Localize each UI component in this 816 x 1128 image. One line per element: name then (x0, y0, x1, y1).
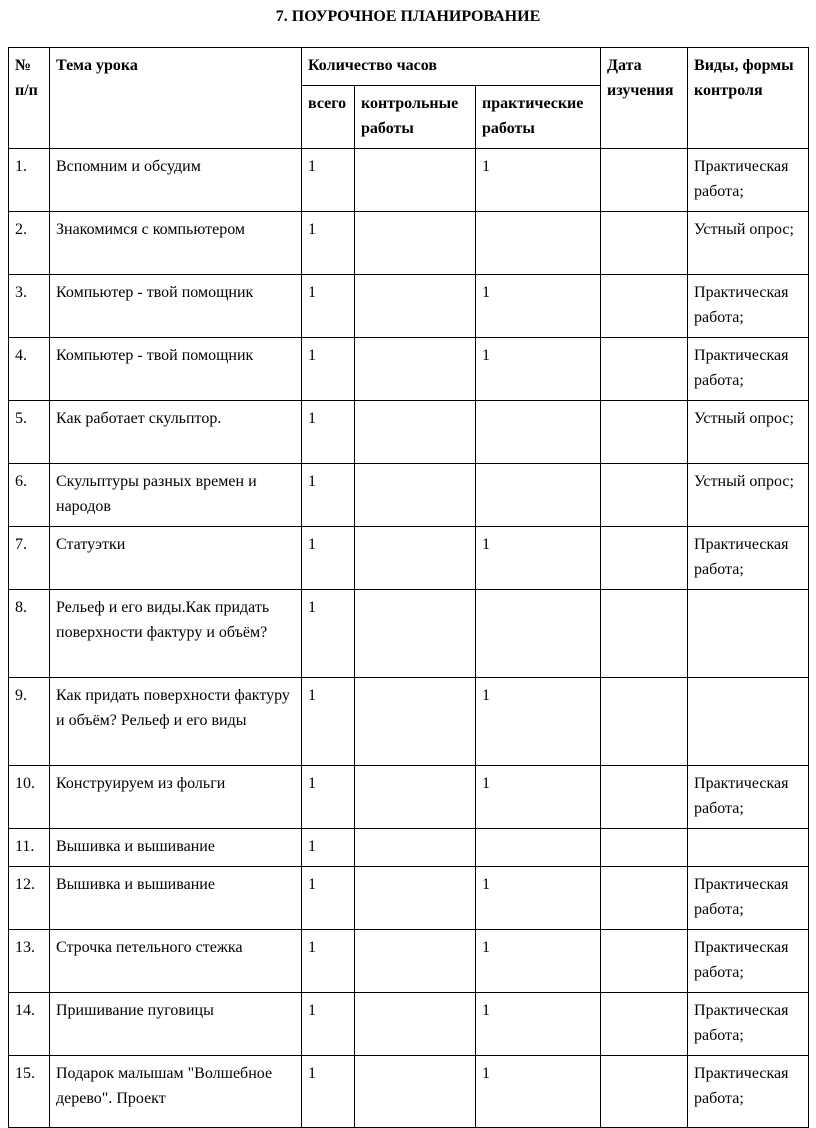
cell-topic: Статуэтки (50, 527, 302, 590)
cell-date (601, 212, 688, 275)
cell-practical: 1 (476, 678, 601, 766)
cell-control (355, 149, 476, 212)
cell-date (601, 1056, 688, 1128)
cell-control (355, 527, 476, 590)
cell-total: 1 (302, 766, 355, 829)
table-row (9, 867, 809, 930)
cell-num: 9. (9, 678, 50, 766)
table-row (9, 766, 809, 829)
table-row (9, 212, 809, 275)
cell-control (355, 678, 476, 766)
table-row (9, 401, 809, 464)
cell-form: Устный опрос; (688, 401, 809, 464)
cell-total: 1 (302, 464, 355, 527)
lesson-plan-table (8, 47, 809, 1128)
cell-num: 12. (9, 867, 50, 930)
header-control-forms: Виды, формы контроля (688, 48, 809, 149)
cell-topic: Вышивка и вышивание (50, 867, 302, 930)
cell-num: 15. (9, 1056, 50, 1128)
header-total: всего (302, 86, 355, 149)
cell-control (355, 464, 476, 527)
cell-control (355, 212, 476, 275)
cell-form (688, 678, 809, 766)
cell-practical: 1 (476, 993, 601, 1056)
cell-form: Устный опрос; (688, 212, 809, 275)
cell-practical (476, 829, 601, 867)
cell-date (601, 867, 688, 930)
header-practical-works: практические работы (476, 86, 601, 149)
table-row (9, 527, 809, 590)
cell-date (601, 527, 688, 590)
cell-date (601, 829, 688, 867)
cell-total: 1 (302, 149, 355, 212)
cell-form: Практическая работа; (688, 766, 809, 829)
cell-form: Практическая работа; (688, 867, 809, 930)
cell-date (601, 930, 688, 993)
table-row (9, 829, 809, 867)
cell-practical: 1 (476, 930, 601, 993)
cell-topic: Вспомним и обсудим (50, 149, 302, 212)
cell-control (355, 930, 476, 993)
cell-date (601, 401, 688, 464)
cell-total: 1 (302, 212, 355, 275)
table-row (9, 464, 809, 527)
cell-total: 1 (302, 1056, 355, 1128)
cell-control (355, 867, 476, 930)
cell-date (601, 993, 688, 1056)
cell-total: 1 (302, 338, 355, 401)
cell-total: 1 (302, 993, 355, 1056)
cell-num: 7. (9, 527, 50, 590)
cell-num: 2. (9, 212, 50, 275)
cell-practical (476, 464, 601, 527)
cell-form: Практическая работа; (688, 930, 809, 993)
cell-form (688, 590, 809, 678)
cell-control (355, 401, 476, 464)
cell-form: Практическая работа; (688, 275, 809, 338)
table-row (9, 930, 809, 993)
cell-form: Устный опрос; (688, 464, 809, 527)
cell-practical: 1 (476, 1056, 601, 1128)
cell-form: Практическая работа; (688, 1056, 809, 1128)
cell-form: Практическая работа; (688, 338, 809, 401)
cell-topic: Подарок малышам "Волшебное дерево". Проект (50, 1056, 302, 1128)
cell-form: Практическая работа; (688, 149, 809, 212)
header-num: № п/п (9, 48, 50, 149)
table-row (9, 678, 809, 766)
cell-num: 13. (9, 930, 50, 993)
cell-num: 8. (9, 590, 50, 678)
header-date: Дата изучения (601, 48, 688, 149)
header-control-works: контрольные работы (355, 86, 476, 149)
table-row (9, 275, 809, 338)
cell-date (601, 766, 688, 829)
table-row (9, 338, 809, 401)
cell-topic: Знакомимся с компьютером (50, 212, 302, 275)
cell-practical: 1 (476, 275, 601, 338)
cell-form: Практическая работа; (688, 993, 809, 1056)
header-row (9, 48, 809, 86)
cell-topic: Скульптуры разных времен и народов (50, 464, 302, 527)
cell-control (355, 766, 476, 829)
cell-control (355, 338, 476, 401)
header-hours: Количество часов (302, 48, 601, 86)
cell-num: 6. (9, 464, 50, 527)
cell-num: 1. (9, 149, 50, 212)
cell-topic: Строчка петельного стежка (50, 930, 302, 993)
cell-topic: Вышивка и вышивание (50, 829, 302, 867)
cell-form (688, 829, 809, 867)
cell-topic: Пришивание пуговицы (50, 993, 302, 1056)
table-row (9, 993, 809, 1056)
cell-total: 1 (302, 829, 355, 867)
cell-date (601, 149, 688, 212)
cell-practical: 1 (476, 867, 601, 930)
cell-practical: 1 (476, 527, 601, 590)
cell-topic: Компьютер - твой помощник (50, 275, 302, 338)
table-row (9, 149, 809, 212)
cell-num: 11. (9, 829, 50, 867)
cell-practical (476, 590, 601, 678)
table-row (9, 590, 809, 678)
cell-practical (476, 212, 601, 275)
cell-num: 5. (9, 401, 50, 464)
cell-total: 1 (302, 678, 355, 766)
cell-num: 14. (9, 993, 50, 1056)
cell-control (355, 275, 476, 338)
cell-topic: Рельеф и его виды.Как придать поверхности фактуру и объём? (50, 590, 302, 678)
cell-total: 1 (302, 590, 355, 678)
cell-topic: Как работает скульптор. (50, 401, 302, 464)
cell-total: 1 (302, 527, 355, 590)
cell-control (355, 590, 476, 678)
header-topic: Тема урока (50, 48, 302, 149)
cell-practical (476, 401, 601, 464)
cell-control (355, 993, 476, 1056)
cell-control (355, 829, 476, 867)
cell-date (601, 275, 688, 338)
cell-num: 10. (9, 766, 50, 829)
cell-date (601, 464, 688, 527)
cell-num: 4. (9, 338, 50, 401)
cell-practical: 1 (476, 766, 601, 829)
cell-form: Практическая работа; (688, 527, 809, 590)
cell-total: 1 (302, 275, 355, 338)
cell-total: 1 (302, 930, 355, 993)
cell-control (355, 1056, 476, 1128)
cell-topic: Как придать поверхности фактуру и объём? Рельеф и его виды (50, 678, 302, 766)
table-row (9, 1056, 809, 1128)
cell-num: 3. (9, 275, 50, 338)
cell-practical: 1 (476, 338, 601, 401)
cell-topic: Компьютер - твой помощник (50, 338, 302, 401)
cell-total: 1 (302, 867, 355, 930)
cell-topic: Конструируем из фольги (50, 766, 302, 829)
cell-total: 1 (302, 401, 355, 464)
cell-date (601, 338, 688, 401)
page-title: 7. ПОУРОЧНОЕ ПЛАНИРОВАНИЕ (275, 8, 541, 25)
cell-date (601, 590, 688, 678)
cell-date (601, 678, 688, 766)
cell-practical: 1 (476, 149, 601, 212)
